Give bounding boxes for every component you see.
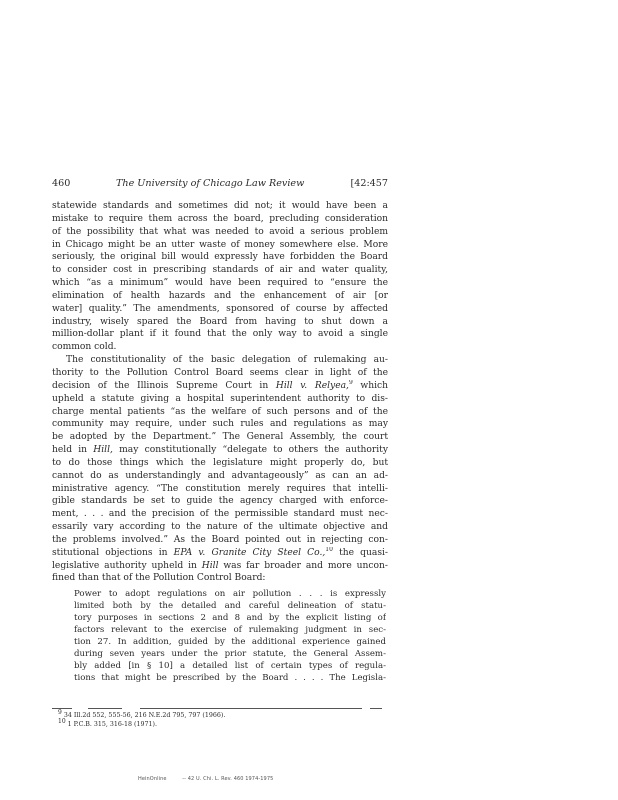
block-quote <box>74 589 386 684</box>
text-line: seriously, the original bill would expressly have forbidden the Board <box>52 252 388 263</box>
journal-title: The University of Chicago Law Review <box>116 178 305 189</box>
case-name: Hill, <box>93 445 113 456</box>
quote-line: tions that might be prescribed by the Board . . . . The Legisla- <box>74 672 386 683</box>
text-line: elimination of health hazards and the enhancement of air [or <box>52 290 388 301</box>
text-line: industry, wisely spared the Board from having to shut down a <box>52 316 388 327</box>
text-line: which “as a minimum” would have been required to “ensure the <box>52 278 388 289</box>
footnote-9 <box>58 708 226 720</box>
text-line: in Chicago might be an utter waste of money somewhere else. More <box>52 239 388 250</box>
quote-line: tory purposes in sections 2 and 8 and by the explicit listing of <box>74 613 386 624</box>
footnote-ref: 9 <box>348 379 353 386</box>
text-line: ment, . . . and the precision of the permissible standard must nec- <box>52 509 388 520</box>
text-line: The constitutionality of the basic delegation of rulemaking au- <box>66 355 388 366</box>
text-line: statewide standards and sometimes did not; it would have been a <box>52 201 388 211</box>
text-line: to do those things which the legislature might properly do, but <box>52 457 388 468</box>
text-line: held in Hill, may constitutionally “delegate to others the authority <box>52 445 388 456</box>
quote-line: limited both by the detailed and careful delineation of statu- <box>74 601 386 612</box>
text-line: million-dollar plant if it found that the only way to avoid a single <box>52 329 388 340</box>
text-line: ministrative agency. “The constitution merely requires that intelli- <box>52 483 388 494</box>
text-line: legislative authority upheld in Hill was far broader and more uncon- <box>52 560 388 571</box>
text-line: decision of the Illinois Supreme Court in Hill v. Relyea,$^9$ which <box>52 379 388 391</box>
text-line: of the possibility that what was needed to avoid a serious problem <box>52 226 388 237</box>
quote-line: during seven years under the prior statute, the General Assem- <box>74 648 386 659</box>
case-name: Hill <box>201 560 219 571</box>
footnote-ref: 10 <box>325 546 333 553</box>
text-line: to consider cost in prescribing standards of air and water quality, <box>52 265 388 276</box>
text-line: mistake to require them across the board, precluding consideration <box>52 213 388 224</box>
text-line: water] quality.” The amendments, sponsored of course by affected <box>52 303 388 314</box>
text-line: the problems involved.” As the Board pointed out in rejecting con- <box>52 534 388 545</box>
paragraph-continuation <box>52 200 388 354</box>
text-line: be adopted by the Department.” The General Assembly, the court <box>52 432 388 443</box>
footnote-text: 1 P.C.B. 315, 316-18 (1971). <box>67 721 157 728</box>
quote-line: tion 27. In addition, guided by the additional experience gained <box>74 636 386 647</box>
text-line: common cold. <box>52 342 117 353</box>
text-line: fined than that of the Pollution Control Board: <box>52 573 266 584</box>
running-header <box>52 177 388 191</box>
footnote-10 <box>58 717 157 729</box>
case-name: EPA v. Granite City Steel Co., <box>173 547 326 558</box>
footnote-divider <box>52 708 382 709</box>
text-line: upheld a statute giving a hospital superintendent authority to dis- <box>52 393 388 404</box>
quote-line: bly added [in § 10] a detailed list of certain types of regula- <box>74 660 386 671</box>
case-name: Hill v. Relyea, <box>275 380 349 391</box>
article-body <box>52 200 388 684</box>
source-footer <box>138 776 287 782</box>
volume-page: [42:457 <box>350 178 388 189</box>
footnote-text: 34 Ill.2d 552, 555-56, 216 N.E.2d 795, 797 (1966). <box>63 712 226 719</box>
text-line: cannot do as understandingly and advantageously” as can an ad- <box>52 470 388 481</box>
quote-line: Power to adopt regulations on air pollution . . . is expressly <box>74 589 386 600</box>
paragraph-delegation <box>52 354 388 585</box>
text-line: community may require, under such rules and regulations as may <box>52 419 388 430</box>
page-number: 460 <box>52 178 71 189</box>
footer-citation: -- 42 U. Chi. L. Rev. 460 1974-1975 <box>182 776 274 782</box>
text-line: gible standards be set to guide the agency charged with enforce- <box>52 496 388 507</box>
quote-line: factors relevant to the exercise of rulemaking judgment in sec- <box>74 624 386 635</box>
text-line: essarily vary according to the nature of the ultimate objective and <box>52 522 388 533</box>
text-line: stitutional objections in EPA v. Granite City Steel Co.,$^{10}$ the quasi- <box>52 546 388 558</box>
text-line: charge mental patients “as the welfare of such persons and of the <box>52 406 388 417</box>
footer-source: HeinOnline <box>138 776 167 782</box>
footnote-number: 10 <box>58 717 66 725</box>
footnote-number: 9 <box>58 708 62 716</box>
text-line: thority to the Pollution Control Board seems clear in light of the <box>52 367 388 378</box>
